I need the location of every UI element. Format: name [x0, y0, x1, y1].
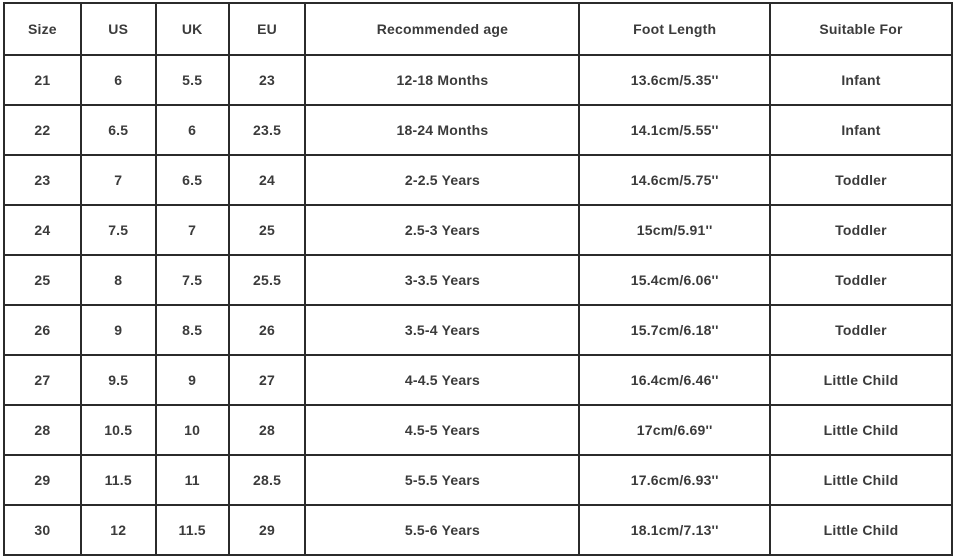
column-header-size: Size	[4, 3, 81, 55]
table-cell-age: 5.5-6 Years	[305, 505, 579, 555]
table-cell-age: 12-18 Months	[305, 55, 579, 105]
table-cell-us: 9	[81, 305, 156, 355]
column-header-suitable: Suitable For	[770, 3, 952, 55]
table-body	[4, 55, 952, 555]
table-cell-suitable: Toddler	[770, 205, 952, 255]
table-cell-age: 18-24 Months	[305, 105, 579, 155]
table-cell-age: 3.5-4 Years	[305, 305, 579, 355]
table-row	[4, 305, 952, 355]
table-cell-eu: 29	[229, 505, 306, 555]
table-cell-size: 29	[4, 455, 81, 505]
table-cell-size: 25	[4, 255, 81, 305]
table-cell-uk: 11.5	[156, 505, 229, 555]
table-cell-foot: 15.4cm/6.06''	[579, 255, 770, 305]
table-cell-foot: 15.7cm/6.18''	[579, 305, 770, 355]
table-cell-suitable: Infant	[770, 55, 952, 105]
table-cell-foot: 18.1cm/7.13''	[579, 505, 770, 555]
column-header-us: US	[81, 3, 156, 55]
table-cell-us: 7.5	[81, 205, 156, 255]
table-cell-size: 22	[4, 105, 81, 155]
table-cell-uk: 6	[156, 105, 229, 155]
table-cell-us: 6	[81, 55, 156, 105]
table-cell-eu: 28.5	[229, 455, 306, 505]
table-row	[4, 455, 952, 505]
table-cell-eu: 26	[229, 305, 306, 355]
table-row	[4, 155, 952, 205]
table-cell-uk: 6.5	[156, 155, 229, 205]
table-cell-us: 7	[81, 155, 156, 205]
table-cell-foot: 13.6cm/5.35''	[579, 55, 770, 105]
table-cell-age: 3-3.5 Years	[305, 255, 579, 305]
table-cell-us: 6.5	[81, 105, 156, 155]
table-header-row	[4, 3, 952, 55]
table-cell-foot: 15cm/5.91''	[579, 205, 770, 255]
table-cell-size: 24	[4, 205, 81, 255]
table-cell-uk: 11	[156, 455, 229, 505]
table-cell-us: 11.5	[81, 455, 156, 505]
table-cell-foot: 14.6cm/5.75''	[579, 155, 770, 205]
table-cell-foot: 17cm/6.69''	[579, 405, 770, 455]
table-cell-us: 10.5	[81, 405, 156, 455]
table-row	[4, 355, 952, 405]
column-header-uk: UK	[156, 3, 229, 55]
table-cell-size: 23	[4, 155, 81, 205]
table-cell-eu: 23	[229, 55, 306, 105]
table-cell-uk: 7	[156, 205, 229, 255]
table-cell-suitable: Little Child	[770, 455, 952, 505]
table-cell-suitable: Toddler	[770, 305, 952, 355]
table-cell-size: 27	[4, 355, 81, 405]
table-cell-eu: 25	[229, 205, 306, 255]
table-cell-age: 4.5-5 Years	[305, 405, 579, 455]
table-cell-us: 12	[81, 505, 156, 555]
table-cell-uk: 9	[156, 355, 229, 405]
table-cell-eu: 25.5	[229, 255, 306, 305]
table-row	[4, 55, 952, 105]
table-cell-age: 4-4.5 Years	[305, 355, 579, 405]
table-cell-suitable: Little Child	[770, 355, 952, 405]
shoe-size-table	[3, 2, 953, 556]
table-cell-us: 9.5	[81, 355, 156, 405]
table-cell-foot: 17.6cm/6.93''	[579, 455, 770, 505]
table-cell-eu: 27	[229, 355, 306, 405]
table-cell-size: 26	[4, 305, 81, 355]
table-cell-size: 28	[4, 405, 81, 455]
table-row	[4, 105, 952, 155]
table-cell-uk: 5.5	[156, 55, 229, 105]
table-cell-uk: 8.5	[156, 305, 229, 355]
table-cell-suitable: Little Child	[770, 405, 952, 455]
table-cell-size: 21	[4, 55, 81, 105]
table-row	[4, 3, 952, 55]
column-header-foot: Foot Length	[579, 3, 770, 55]
column-header-eu: EU	[229, 3, 306, 55]
table-cell-foot: 14.1cm/5.55''	[579, 105, 770, 155]
table-row	[4, 255, 952, 305]
table-cell-size: 30	[4, 505, 81, 555]
table-row	[4, 205, 952, 255]
column-header-age: Recommended age	[305, 3, 579, 55]
table-cell-suitable: Infant	[770, 105, 952, 155]
table-cell-suitable: Toddler	[770, 255, 952, 305]
table-cell-uk: 10	[156, 405, 229, 455]
table-cell-suitable: Little Child	[770, 505, 952, 555]
table-cell-foot: 16.4cm/6.46''	[579, 355, 770, 405]
table-cell-eu: 23.5	[229, 105, 306, 155]
table-cell-suitable: Toddler	[770, 155, 952, 205]
table-cell-eu: 24	[229, 155, 306, 205]
table-row	[4, 405, 952, 455]
table-cell-uk: 7.5	[156, 255, 229, 305]
table-row	[4, 505, 952, 555]
table-cell-age: 5-5.5 Years	[305, 455, 579, 505]
table-cell-age: 2.5-3 Years	[305, 205, 579, 255]
table-cell-age: 2-2.5 Years	[305, 155, 579, 205]
table-cell-us: 8	[81, 255, 156, 305]
table-cell-eu: 28	[229, 405, 306, 455]
